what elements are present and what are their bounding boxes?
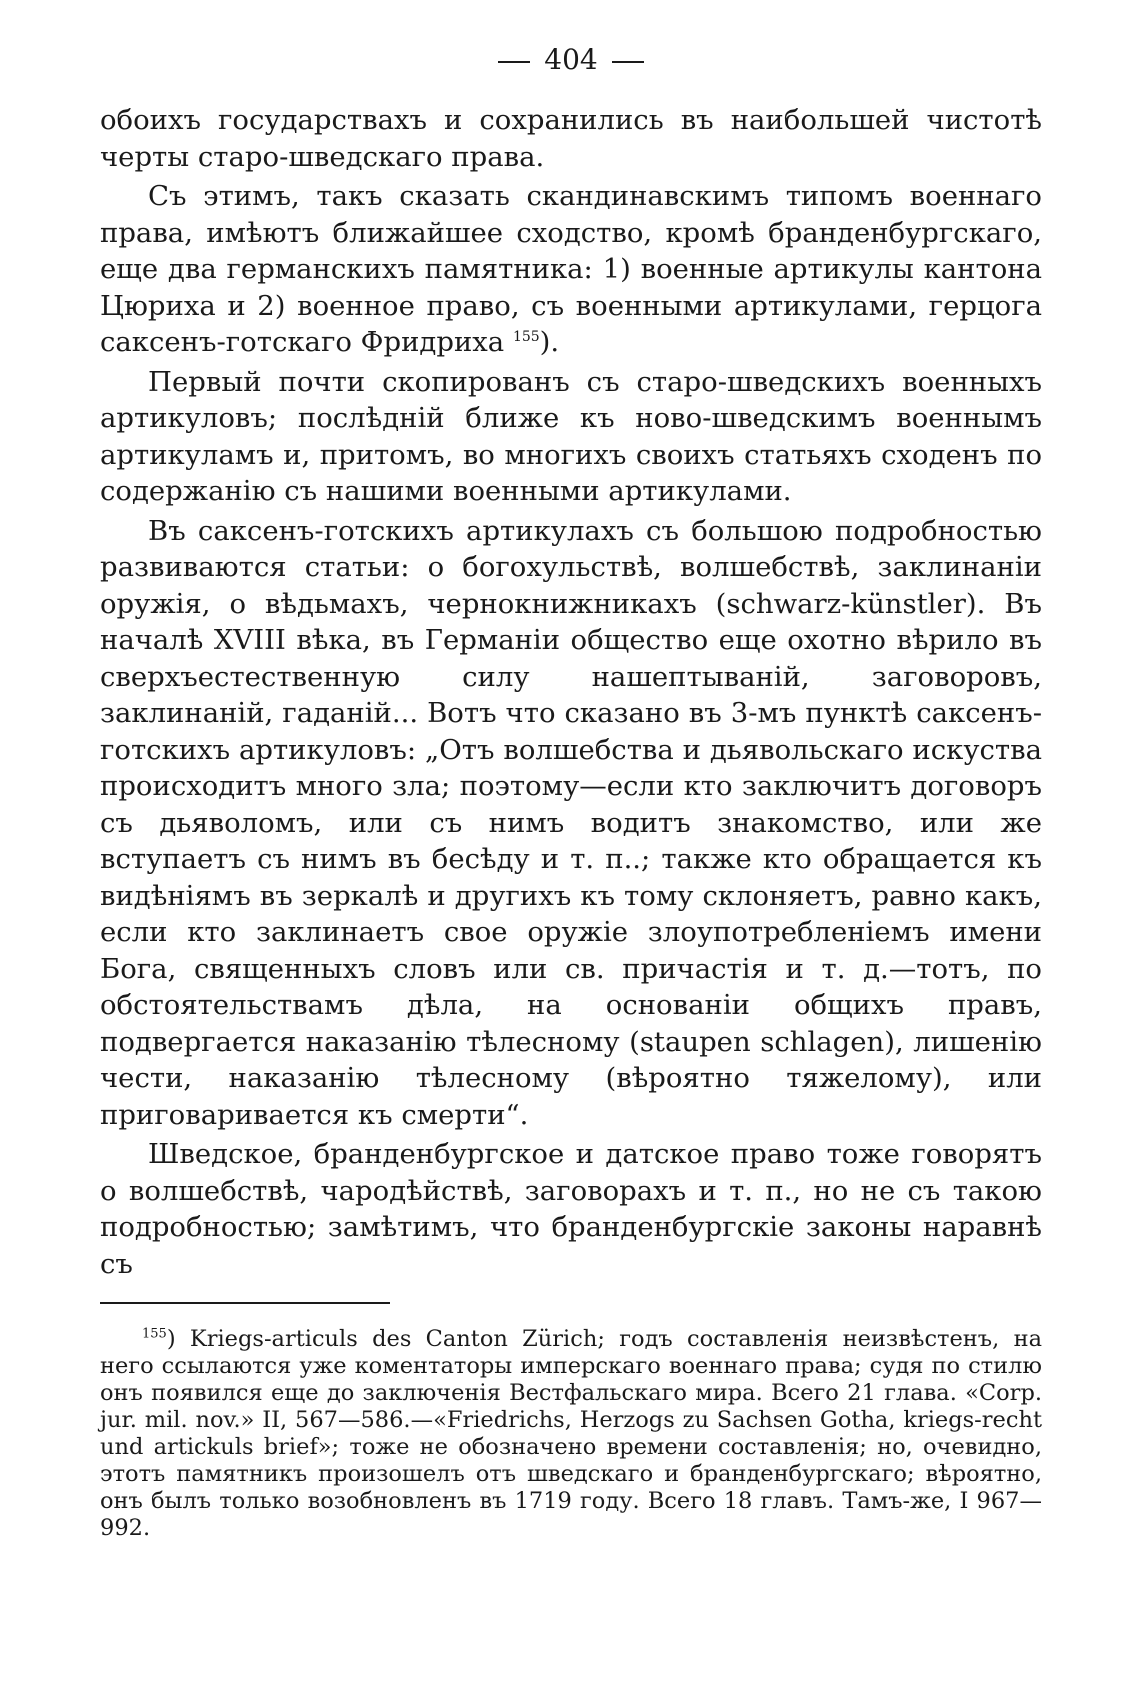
footnote-mark: 155: [142, 1326, 167, 1342]
right-dash: [612, 61, 644, 63]
paragraph-3: [100, 364, 1042, 510]
page-number-value: 404: [544, 43, 598, 76]
paragraph-1-text: обоихъ государствахъ и сохранились въ наибольшей чистотѣ черты старо-шведскаго права.: [100, 104, 1042, 173]
paragraph-4-text: Въ саксенъ-готскихъ артикулахъ съ большою подробностью развиваются статьи: о богохульствѣ, волшебствѣ, заклинанiи оружiя, о вѣдьмахъ, чернокнижникахъ (schwarz-künstler). Въ началѣ XVIII вѣка, въ Германiи общество еще охотно вѣрило въ сверхъестественную силу нашептыванiй, заговоровъ, заклинанiй, гаданiй... Вотъ что сказано въ 3-мъ пунктѣ саксенъ-готскихъ артикуловъ: „Отъ волшебства и дьявольскаго искуства происходитъ много зла; поэтому—если кто заключитъ договоръ съ дьяволомъ, или съ нимъ водитъ знакомство, или же вступаетъ съ нимъ въ бесѣду и т. п..; также кто обращается къ видѣнiямъ въ зеркалѣ и другихъ къ тому склоняетъ, равно какъ, если кто заклинаетъ свое оружiе злоупотребленiемъ имени Бога, священныхъ словъ или св. причастiя и т. д.—тотъ, по обстоятельствамъ дѣла, на основанiи общихъ правъ, подвергается наказанiю тѣлесному (staupen schlagen), лишенiю чести, наказанiю тѣлесному (вѣроятно тяжелому), или приговаривается къ смерти“.: [100, 514, 1042, 1131]
paragraph-3-text: Первый почти скопированъ съ старо-шведскихъ военныхъ артикуловъ; послѣднiй ближе къ ново-шведскимъ военнымъ артикуламъ и, притомъ, во многихъ своихъ статьяхъ сходенъ по содержанiю съ нашими военными артикулами.: [100, 365, 1042, 507]
paragraph-2-text: Съ этимъ, такъ сказать скандинавскимъ типомъ военнаго права, имѣютъ ближайшее сходство, кромѣ бранденбургскаго, еще два германскихъ памятника: 1) военные артикулы кантона Цюриха и 2) военное право, съ военными артикулами, герцога саксенъ-готскаго Фридриха: [100, 180, 1042, 358]
footnote-text: ) Kriegs-articuls des Canton Zürich; годъ составленiя неизвѣстенъ, на него ссылаются уже коментаторы имперскаго военнаго права; судя по стилю онъ появился еще до заключенiя Вестфальскаго мира. Всего 21 глава. «Corp. jur. mil. nov.» II, 567—586.—«Friedrichs, Herzogs zu Sachsen Gotha, kriegs-recht und artickuls brief»; тоже не обозначено времени составленiя; но, очевидно, этотъ памятникъ произошелъ отъ шведскаго и бранденбургскаго; вѣроятно, онъ былъ только возобновленъ въ 1719 году. Всего 18 главъ. Тамъ-же, I 967—992.: [100, 1326, 1042, 1541]
paragraph-1: [100, 102, 1042, 175]
book-page: [100, 40, 1042, 1542]
paragraph-5-text: Шведское, бранденбургское и датское право тоже говорятъ о волшебствѣ, чародѣйствѣ, заговорахъ и т. п., но не съ такою подробностью; замѣтимъ, что бранденбургскiе законы наравнѣ съ: [100, 1138, 1042, 1280]
paragraph-2-tail: ).: [539, 326, 560, 358]
page-number: [100, 40, 1042, 80]
footnote-divider: [100, 1302, 390, 1304]
paragraph-2: [100, 178, 1042, 361]
footnote: [100, 1326, 1042, 1542]
paragraph-4: [100, 513, 1042, 1134]
left-dash: [498, 61, 530, 63]
paragraph-5: [100, 1136, 1042, 1282]
footnote-reference: 155: [512, 328, 540, 345]
